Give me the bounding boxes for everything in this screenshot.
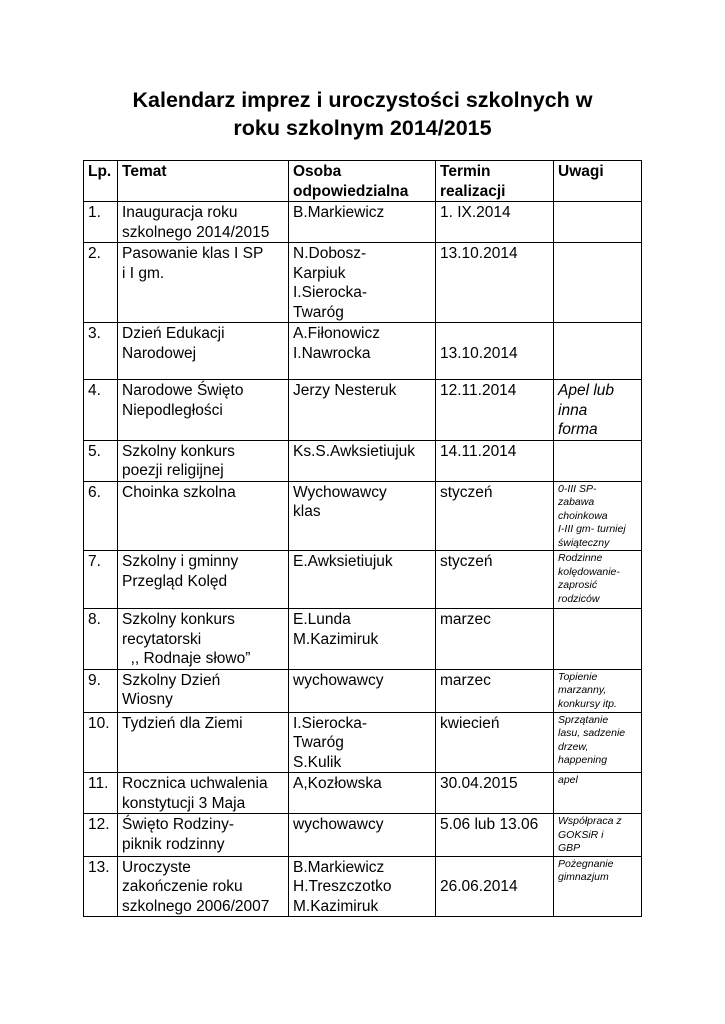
cell-termin — [436, 856, 554, 917]
cell-temat — [118, 243, 289, 323]
cell-osoba — [289, 712, 436, 773]
header-temat: Temat — [118, 161, 289, 202]
cell-temat — [118, 323, 289, 380]
cell-temat — [118, 712, 289, 773]
cell-uwagi — [554, 481, 642, 551]
header-uwagi: Uwagi — [554, 161, 642, 202]
cell-lp: 3. — [84, 323, 118, 380]
cell-line: 0-III SP- — [558, 482, 597, 495]
cell-termin — [436, 243, 554, 323]
cell-line: Rocznica uchwalenia — [122, 775, 268, 792]
events-table — [83, 160, 642, 917]
cell-line: Rodzinne — [558, 552, 603, 564]
cell-lp: 12. — [84, 814, 118, 857]
cell-line: S.Kulik — [293, 753, 342, 771]
cell-line: wychowawcy — [293, 671, 384, 689]
table-row — [84, 202, 642, 243]
cell-uwagi — [554, 202, 642, 243]
cell-temat — [118, 669, 289, 712]
cell-line: marzanny, — [558, 684, 607, 696]
cell-line: B.Markiewicz — [293, 858, 385, 876]
termin-value: kwiecień — [440, 714, 500, 732]
cell-line: zakończenie roku — [122, 878, 243, 895]
cell-line: Jerzy Nesteruk — [293, 382, 397, 399]
cell-line: Twaróg — [293, 734, 344, 751]
table-row — [84, 551, 642, 609]
table-row — [84, 856, 642, 917]
cell-lp: 13. — [84, 856, 118, 917]
cell-line: Pożegnanie — [558, 857, 614, 870]
cell-line: zaprosić — [558, 579, 598, 591]
cell-termin — [436, 202, 554, 243]
cell-lp: 2. — [84, 243, 118, 323]
termin-value: marzec — [440, 611, 491, 628]
cell-line: Narodowe Święto — [122, 382, 244, 399]
termin-value: styczeń — [440, 553, 493, 570]
cell-line: Szkolny Dzień — [122, 671, 221, 689]
cell-line: szkolnego 2006/2007 — [122, 897, 270, 915]
cell-line: M.Kazimiruk — [293, 630, 379, 648]
cell-line: Przegląd Kolęd — [122, 572, 228, 590]
cell-line: Wiosny — [122, 691, 173, 708]
cell-osoba — [289, 814, 436, 857]
cell-line: A.Fiłonowicz — [293, 325, 380, 342]
cell-osoba — [289, 856, 436, 917]
table-row — [84, 481, 642, 551]
cell-line: konkursy itp. — [558, 697, 617, 710]
cell-line: Inauguracja roku — [122, 204, 238, 221]
cell-line: klas — [293, 503, 321, 520]
document-title — [0, 86, 725, 142]
cell-temat — [118, 380, 289, 441]
cell-line: konstytucji 3 Maja — [122, 794, 246, 812]
cell-line: szkolnego 2014/2015 — [122, 223, 270, 241]
cell-line: gimnazjum — [558, 871, 609, 883]
cell-line: Szkolny i gminny — [122, 553, 239, 570]
table-row — [84, 609, 642, 670]
termin-value: marzec — [440, 671, 491, 689]
cell-line: H.Treszczotko — [293, 878, 392, 895]
cell-line: E.Awksietiujuk — [293, 553, 393, 570]
cell-line: B.Markiewicz — [293, 204, 385, 221]
cell-osoba — [289, 609, 436, 670]
termin-value: 12.11.2014 — [440, 382, 517, 399]
cell-lp: 9. — [84, 669, 118, 712]
cell-line: Ks.S.Awksietiujuk — [293, 442, 416, 460]
cell-line: zabawa — [558, 496, 595, 508]
termin-value: 13.10.2014 — [440, 245, 518, 262]
cell-line: M.Kazimiruk — [293, 897, 379, 915]
cell-line: kolędowanie- — [558, 565, 620, 578]
table-row — [84, 712, 642, 773]
cell-osoba — [289, 243, 436, 323]
cell-line: Karpiuk — [293, 264, 346, 282]
cell-uwagi — [554, 712, 642, 773]
cell-uwagi — [554, 323, 642, 380]
cell-line: Twaróg — [293, 303, 344, 321]
table-row — [84, 380, 642, 441]
termin-value: 14.11.2014 — [440, 442, 517, 460]
cell-line: poezji religijnej — [122, 462, 224, 479]
cell-temat — [118, 481, 289, 551]
termin-value: styczeń — [440, 483, 493, 501]
cell-temat — [118, 440, 289, 481]
cell-termin — [436, 669, 554, 712]
cell-osoba — [289, 323, 436, 380]
cell-line: forma — [558, 421, 598, 438]
cell-lp: 7. — [84, 551, 118, 609]
cell-line: i I gm. — [122, 264, 165, 282]
cell-line: I.Sierocka- — [293, 714, 368, 732]
termin-value: 13.10.2014 — [440, 344, 518, 362]
cell-line: Tydzień dla Ziemi — [122, 714, 243, 732]
cell-uwagi — [554, 440, 642, 481]
cell-line: piknik rodzinny — [122, 835, 225, 853]
table-row — [84, 773, 642, 814]
cell-uwagi — [554, 609, 642, 670]
cell-line: Narodowej — [122, 344, 197, 362]
cell-line: Pasowanie klas I SP — [122, 245, 264, 262]
cell-line: Szkolny konkurs — [122, 611, 235, 628]
title-line-2: roku szkolnym 2014/2015 — [233, 116, 492, 140]
cell-uwagi — [554, 669, 642, 712]
termin-value: 30.04.2015 — [440, 775, 518, 792]
termin-value: 5.06 lub 13.06 — [440, 816, 539, 833]
cell-temat — [118, 856, 289, 917]
cell-termin — [436, 814, 554, 857]
cell-line: E.Lunda — [293, 611, 351, 628]
cell-line: I.Sierocka- — [293, 284, 368, 301]
header-lp: Lp. — [84, 161, 118, 202]
cell-uwagi — [554, 551, 642, 609]
cell-line: rodziców — [558, 592, 600, 605]
cell-lp: 5. — [84, 440, 118, 481]
cell-uwagi — [554, 380, 642, 441]
termin-value: 1. IX.2014 — [440, 204, 511, 221]
table-row — [84, 323, 642, 380]
cell-line: Dzień Edukacji — [122, 325, 225, 342]
cell-lp: 11. — [84, 773, 118, 814]
cell-termin — [436, 773, 554, 814]
cell-osoba — [289, 380, 436, 441]
cell-lp: 6. — [84, 481, 118, 551]
cell-uwagi — [554, 243, 642, 323]
cell-termin — [436, 440, 554, 481]
cell-line: Choinka szkolna — [122, 483, 236, 501]
cell-temat — [118, 551, 289, 609]
cell-line: lasu, sadzenie — [558, 727, 626, 739]
table-row — [84, 243, 642, 323]
cell-termin — [436, 609, 554, 670]
cell-uwagi — [554, 773, 642, 814]
cell-temat — [118, 814, 289, 857]
cell-line: happening — [558, 754, 608, 766]
cell-line: choinkowa — [558, 509, 608, 522]
cell-osoba — [289, 669, 436, 712]
cell-line: N.Dobosz- — [293, 245, 367, 262]
cell-line: I.Nawrocka — [293, 344, 371, 362]
cell-uwagi — [554, 856, 642, 917]
cell-termin — [436, 380, 554, 441]
cell-line: świąteczny — [558, 536, 610, 549]
cell-line: GOKSiR i — [558, 828, 604, 841]
cell-termin — [436, 551, 554, 609]
cell-line: Wychowawcy — [293, 483, 387, 501]
cell-lp: 10. — [84, 712, 118, 773]
cell-line: Topienie — [558, 670, 598, 683]
cell-line: ,, Rodnaje słowo” — [122, 650, 251, 667]
table-row — [84, 814, 642, 857]
cell-line: GBP — [558, 842, 581, 854]
cell-line: wychowawcy — [293, 816, 384, 833]
table-row — [84, 669, 642, 712]
termin-value: 26.06.2014 — [440, 878, 518, 895]
cell-line: Uroczyste — [122, 858, 191, 876]
cell-line: drzew, — [558, 740, 589, 753]
cell-termin — [436, 481, 554, 551]
cell-line: Współpraca z — [558, 815, 622, 827]
cell-line: Niepodległości — [122, 401, 223, 419]
cell-temat — [118, 609, 289, 670]
table-header-row — [84, 161, 642, 202]
cell-uwagi — [554, 814, 642, 857]
cell-osoba — [289, 202, 436, 243]
cell-lp: 1. — [84, 202, 118, 243]
cell-osoba — [289, 773, 436, 814]
cell-temat — [118, 202, 289, 243]
title-line-1: Kalendarz imprez i uroczystości szkolnych w — [132, 88, 593, 112]
cell-line: recytatorski — [122, 630, 202, 648]
cell-line: apel — [558, 774, 578, 786]
cell-line: Święto Rodziny- — [122, 816, 234, 833]
cell-osoba — [289, 551, 436, 609]
cell-lp: 8. — [84, 609, 118, 670]
cell-temat — [118, 773, 289, 814]
cell-osoba — [289, 440, 436, 481]
cell-termin — [436, 712, 554, 773]
header-osoba: Osoba odpowiedzialna — [289, 161, 436, 202]
cell-lp: 4. — [84, 380, 118, 441]
cell-line: I-III gm- turniej — [558, 523, 626, 535]
cell-line: Sprzątanie — [558, 713, 609, 726]
table-row — [84, 440, 642, 481]
cell-termin — [436, 323, 554, 380]
cell-line: A,Kozłowska — [293, 775, 382, 792]
cell-line: Szkolny konkurs — [122, 442, 235, 460]
cell-osoba — [289, 481, 436, 551]
cell-line: Apel lub — [558, 382, 615, 399]
header-termin: Termin realizacji — [436, 161, 554, 202]
cell-line: inna — [558, 401, 588, 419]
